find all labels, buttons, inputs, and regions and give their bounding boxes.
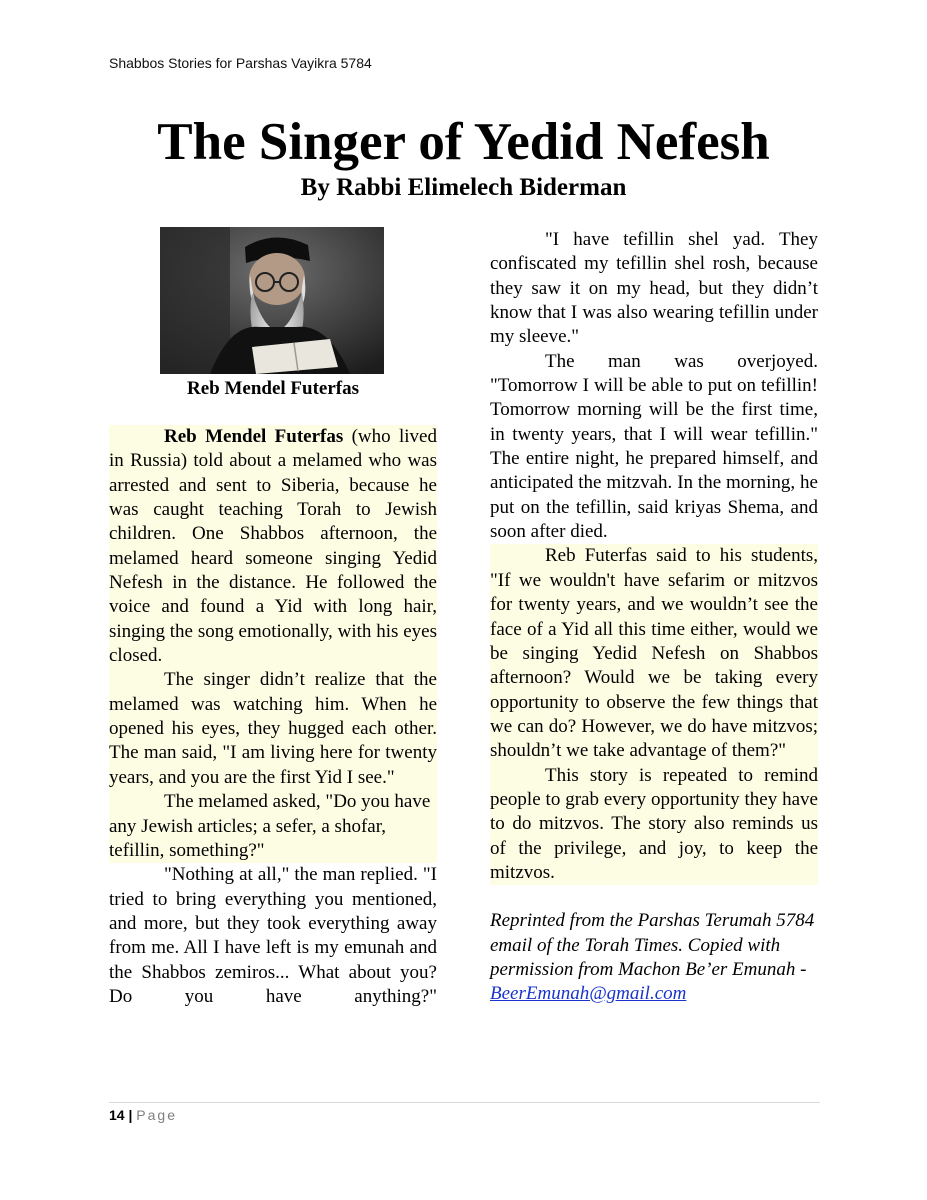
paragraph: This story is repeated to remind people to grab every opportunity they have to do mitzvos. The story also reminds us of the privilege, and joy, to keep the mitzvos.	[490, 764, 818, 886]
paragraph: "Nothing at all," the man replied. "I tried to bring everything you mentioned, and more, but they took everything away from me. All I have left is my emunah and the Shabbos zemiros... What about you? Do you have anything?"	[109, 864, 437, 1007]
left-column	[109, 425, 437, 1009]
running-header: Shabbos Stories for Parshas Vayikra 5784	[109, 55, 372, 71]
email-link[interactable]: BeerEmunah@gmail.com	[490, 983, 687, 1005]
paragraph: Reb Futerfas said to his students, "If we wouldn't have sefarim or mitzvos for twenty years, and we wouldn’t see the face of a Yid all this time either, would we be singing Yedid Nefesh on Shabbos afternoon? Would we be taking every opportunity to observe the few things that we can do? However, we do have mitzvos; shouldn’t we take advantage of them?"	[490, 544, 818, 763]
paragraph: The singer didn’t realize that the melamed was watching him. When he opened his eyes, they hugged each other. The man said, "I am living here for twenty years, and you are the first Yid I see."	[109, 668, 437, 790]
footer-divider	[109, 1102, 820, 1103]
paragraph-text: (who lived in Russia) told about a melamed who was arrested and sent to Siberia, because he was caught teaching Torah to Jewish children. One Shabbos afternoon, the melamed heard someone singing Yedid Nefesh in the distance. He followed the voice and found a Yid with long hair, singing the song emotionally, with his eyes closed.	[109, 426, 437, 667]
spacer	[490, 885, 818, 909]
page-label: Page	[136, 1107, 177, 1123]
paragraph-continuation: tefillin, something?"	[109, 839, 437, 863]
footer-separator: |	[124, 1107, 137, 1123]
paragraph: The entire night, he prepared himself, and anticipated the mitzvah. In the morning, he put on the tefillin, said kriyas Shema, and soon after died.	[490, 448, 818, 543]
paragraph: The man was overjoyed. "Tomorrow I will be able to put on tefillin! Tomorrow morning will be the first time, in twenty years, that I will wear tefillin."	[490, 350, 818, 445]
photo-caption: Reb Mendel Futerfas	[186, 378, 360, 399]
portrait-photo	[160, 227, 384, 374]
page-footer	[109, 1107, 177, 1123]
page-number: 14	[109, 1107, 125, 1123]
paragraph	[109, 425, 437, 668]
credit-text: Reprinted from the Parshas Terumah 5784 email of the Torah Times. Copied with permission from Machon Be’er Emunah -	[490, 910, 815, 980]
paragraph: "I have tefillin shel yad. They confiscated my tefillin shel rosh, because they saw it on my head, but they didn’t know that I was also wearing tefillin under my sleeve."	[490, 229, 818, 348]
right-column	[490, 228, 818, 1007]
article-byline: By Rabbi Elimelech Biderman	[300, 174, 627, 201]
article-title: The Singer of Yedid Nefesh	[157, 113, 770, 171]
reprint-credit	[490, 909, 818, 1006]
subject-name: Reb Mendel Futerfas	[164, 426, 344, 447]
paragraph: The melamed asked, "Do you have any Jewish articles; a sefer, a shofar,	[109, 790, 437, 839]
